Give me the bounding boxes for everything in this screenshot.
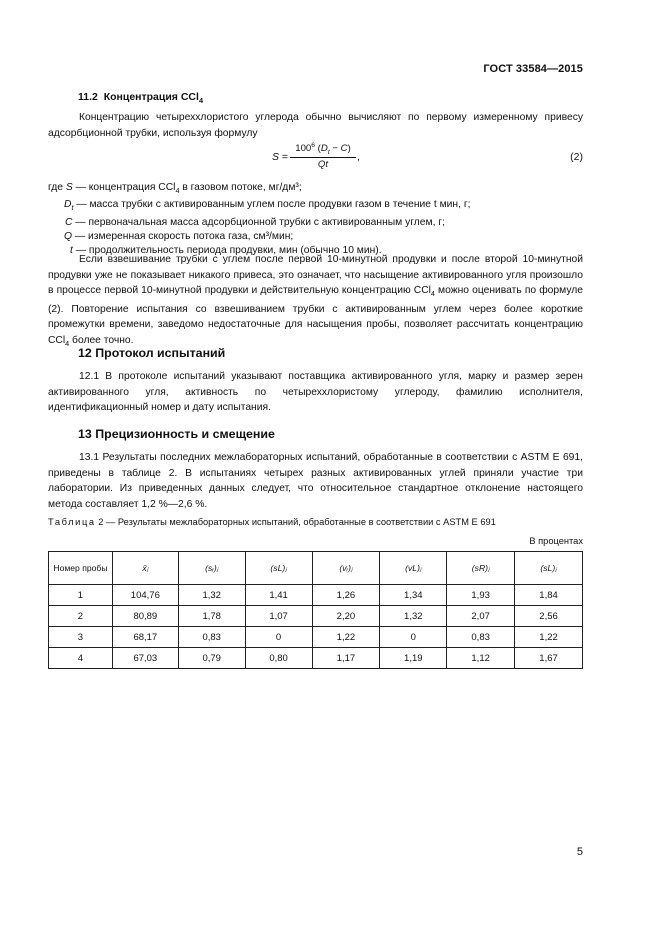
header-sample-number: Номер пробы [49,552,113,585]
header-vl: (vL)ⱼ [380,552,447,585]
section-13-heading: 13 Прецизионность и смещение [78,427,275,441]
heading-text: Концентрация CCl [103,91,199,103]
heading-number: 11.2 [78,91,98,103]
definition-s: где S — концентрация CCl$_4$ в газовом потоке, мг/дм³; [48,182,302,196]
table-row: 4 67,03 0,79 0,80 1,17 1,19 1,12 1,67 [49,648,583,669]
formula-denominator: Qt [317,159,329,171]
weighing-paragraph: Если взвешивание трубки с углем после первой 10-минутной продувки и после второй 10-минутной продувки уже не показывает никакого привеса, это означает, что насыщение активированного угля произошло в процессе первой 10-минутной продувки и действительную концентрацию CCl$_4$ можно оценивать по формуле (2). Повторение испытания со взвешиванием трубки с активированным углем через более короткие промежутки времени, заведомо недостаточные для насыщения пробы, позволяет рассчитать концентрацию CCl$_4$ более точно. [48,254,583,349]
section-12-heading: 12 Протокол испытаний [78,346,226,360]
definition-c: C — первоначальная масса адсорбционной трубки с активированным углем, г; [65,216,445,228]
heading-subscript: 4 [198,96,204,106]
formula-comma: , [357,151,360,163]
table-caption-text: 2 — Результаты межлабораторных испытаний, обработанные в соответствии с ASTM E 691 [95,517,496,527]
header-sr: (sᵣ)ⱼ [178,552,245,585]
definition-q: Q — измеренная скорость потока газа, см³/мин; [64,230,294,242]
table-caption-label: Таблица [48,517,96,527]
formula-definitions [48,181,583,258]
definition-t: t — продолжительность периода продувки, мин (обычно 10 мин). [70,244,382,256]
section-11-2-intro: Концентрацию четыреххлористого углерода обычно вычисляют по первому измеренному привесу адсорбционной трубки, используя формулу [48,112,583,139]
formula-fraction [290,142,356,170]
section-11-2-heading [78,91,203,105]
results-table [48,551,583,669]
section-13-text: 13.1 Результаты последних межлабораторных испытаний, обработанные в соответствии с ASTM E 691, приведены в таблице 2. В испытаниях четырех разных активированных углей приняли участие три лаборатории. Из приведенных данных следует, что относительное стандартное отклонение настоящего метода составляет 1,2 %—2,6 %. [48,452,583,510]
table-unit: В процентах [529,536,583,546]
table-row: 1 104,76 1,32 1,41 1,26 1,34 1,93 1,84 [49,585,583,606]
definition-dt: $D_t$ — масса трубки с активированным углем после продувки газом в течение t мин, г; [64,199,471,213]
header-sl: (sL)ⱼ [245,552,312,585]
header-mean: x̄ⱼ [112,552,178,585]
header-vr: (vᵣ)ⱼ [312,552,380,585]
formula-numerator: $100^6$ $(D_t - C)$ [290,142,356,158]
header-sR: (sR)ⱼ [447,552,515,585]
table-row: 2 80,89 1,78 1,07 2,20 1,32 2,07 2,56 [49,606,583,627]
equation-number: (2) [570,151,583,163]
table-row: 3 68,17 0,83 0 1,22 0 0,83 1,22 [49,627,583,648]
standard-number: ГОСТ 33584—2015 [483,63,583,75]
header-sl-2: (sL)ⱼ [515,552,583,585]
page-number: 5 [576,846,583,858]
formula-lhs: S = [272,151,289,163]
section-12-text: 12.1 В протоколе испытаний указывают поставщика активированного угля, марку и размер зерен активированного угля, активность по четыреххлористому углероду, фамилию исполнителя, идентификационный номер и дату испытания. [48,371,583,414]
table-caption [48,517,496,527]
table-header-row [49,552,583,585]
